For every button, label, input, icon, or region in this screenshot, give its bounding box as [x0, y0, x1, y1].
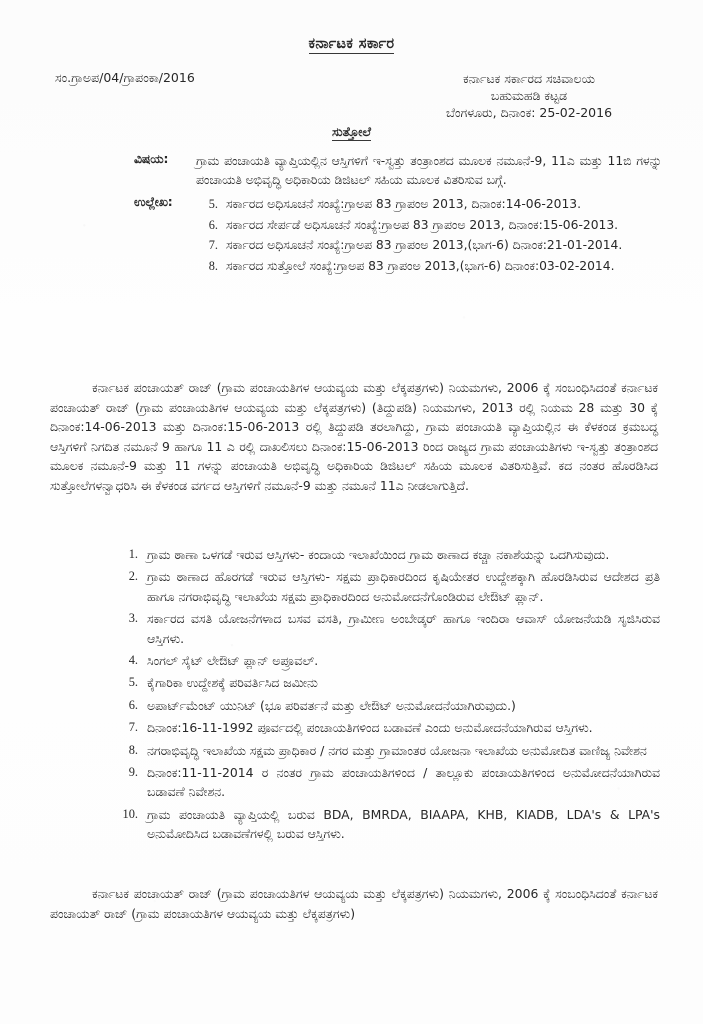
asset-item-number: 10. [122, 806, 138, 821]
reference-list [196, 195, 662, 275]
list-item [196, 236, 662, 255]
asset-item-text: ದಿನಾಂಕ:16-11-1992 ಪೂರ್ವದಲ್ಲಿ ಪಂಚಾಯತಿಗಳಿಂದ ಬಡಾವಣೆ ಎಂದು ಅನುಮೋದನೆಯಾಗಿರುವ ಆಸ್ತಿಗಳು. [147, 720, 593, 736]
list-item [108, 673, 660, 692]
asset-item-number: 6. [128, 697, 138, 712]
asset-item-text: ಸಿಂಗಲ್ ಸೈಟ್ ಲೇಔಟ್ ಪ್ಲಾನ್ ಅಪ್ರೂವಲ್. [147, 653, 319, 669]
asset-item-number: 5. [128, 675, 138, 690]
page-title-text: ಕರ್ನಾಟಕ ಸರ್ಕಾರ [308, 36, 395, 52]
asset-item-text: ಗ್ರಾಮ ಠಾಣಾ ಒಳಗಡೆ ಇರುವ ಆಸ್ತಿಗಳು- ಕಂದಾಯ ಇಲಾಖೆಯಿಂದ ಗ್ರಾಮ ಠಾಣಾದ ಕಚ್ಚಾ ನಕಾಶೆಯನ್ನು ಒದಗಿಸುವುದು. [147, 547, 610, 562]
reference-item-number: 7. [208, 238, 218, 252]
asset-item-number: 4. [128, 653, 138, 668]
list-item [108, 718, 660, 737]
reference-item-number: 5. [208, 197, 218, 211]
asset-item-number: 7. [128, 720, 138, 735]
closing-paragraph: ಕರ್ನಾಟಕ ಪಂಚಾಯತ್ ರಾಜ್ (ಗ್ರಾಮ ಪಂಚಾಯತಿಗಳ ಆಯವ್ಯಯ ಮತ್ತು ಲೆಕ್ಕಪತ್ರಗಳು) ನಿಯಮಗಳು, 2006 ಕ್ಕೆ ಸಂಬಂಧಿಸಿದಂತೆ ಕರ್ನಾಟಕ ಪಂಚಾಯತ್ ರಾಜ್ (ಗ್ರಾಮ ಪಂಚಾಯತಿಗಳ ಆಯವ್ಯಯ ಮತ್ತು ಲೆಕ್ಕಪತ್ರಗಳು) [50, 886, 658, 921]
asset-item-text: ನಗರಾಭಿವೃದ್ಧಿ ಇಲಾಖೆಯ ಸಕ್ಷಮ ಪ್ರಾಧಿಕಾರ / ನಗರ ಮತ್ತು ಗ್ರಾಮಾಂತರ ಯೋಜನಾ ಇಲಾಖೆಯ ಅನುಮೋದಿತ ವಾಣಿಜ್ಯ ನಿವೇಶನ [147, 742, 647, 758]
office-line-2: ಬಹುಮಹಡಿ ಕಟ್ಟಡ [490, 88, 568, 103]
reference-row [134, 195, 662, 277]
asset-item-text: ಸರ್ಕಾರದ ವಸತಿ ಯೋಜನೆಗಳಾದ ಬಸವ ವಸತಿ, ಗ್ರಾಮೀಣ ಅಂಬೇಡ್ಕರ್ ಹಾಗೂ ಇಂದಿರಾ ಆವಾಸ್ ಯೋಜನೆಯಡಿ ಸೃಜಿಸಿರುವ ಆಸ್ತಿಗಳು. [147, 611, 660, 646]
reference-label: ಉಲ್ಲೇಖ: [134, 195, 173, 209]
asset-item-text: ಅಪಾರ್ಟ್‌ಮೆಂಟ್ ಯುನಿಟ್ (ಭೂ ಪರಿವರ್ತನೆ ಮತ್ತು ಲೇಔಟ್ ಅನುಮೋದನೆಯಾಗಿರುವುದು.) [147, 697, 516, 713]
reference-item-text: ಸರ್ಕಾರದ ಅಧಿಸೂಚನೆ ಸಂಖ್ಯೆ:ಗ್ರಾಅಪ 83 ಗ್ರಾಪಂಅ 2013,(ಭಾಗ-6) ದಿನಾಂಕ:21-01-2014. [226, 238, 623, 252]
reference-item-number: 6. [208, 217, 218, 232]
asset-category-list [108, 545, 660, 847]
asset-item-number: 3. [128, 611, 138, 626]
list-item [108, 651, 660, 670]
subject-reference-section [134, 152, 662, 283]
list-item [108, 805, 660, 844]
page-title [0, 36, 703, 52]
office-line-3-date: ಬೆಂಗಳೂರು, ದಿನಾಂಕ: 25-02-2016 [445, 105, 613, 120]
asset-item-number: 9. [128, 765, 138, 780]
asset-item-number: 1. [128, 547, 138, 561]
list-item [196, 257, 662, 276]
office-line-1: ಕರ್ನಾಟಕ ಸರ್ಕಾರದ ಸಚಿವಾಲಯ [463, 71, 595, 86]
asset-item-text: ಗ್ರಾಮ ಠಾಣಾದ ಹೊರಗಡೆ ಇರುವ ಆಸ್ತಿಗಳು- ಸಕ್ಷಮ ಪ್ರಾಧಿಕಾರದಿಂದ ಕೃಷಿಯೇತರ ಉದ್ದೇಶಕ್ಕಾಗಿ ಹೊರಡಿಸಿರುವ ಆದೇಶದ ಪ್ರತಿ ಹಾಗೂ ನಗರಾಭಿವೃದ್ಧಿ ಇಲಾಖೆಯ ಸಕ್ಷಮ ಪ್ರಾಧಿಕಾರದಿಂದ ಅನುಮೋದನೆಗೊಂಡಿರುವ ಲೇಔಟ್ ಪ್ಲಾನ್. [147, 569, 660, 604]
circular-heading [0, 124, 703, 140]
subject-text: ಗ್ರಾಮ ಪಂಚಾಯತಿ ವ್ಯಾಪ್ತಿಯಲ್ಲಿನ ಆಸ್ತಿಗಳಿಗೆ ಇ-ಸ್ವತ್ತು ತಂತ್ರಾಂಶದ ಮೂಲಕ ನಮೂನೆ-9, 11ಎ ಮತ್ತು 11ಬಿ ಗಳನ್ನು ಪಂಚಾಯತಿ ಅಭಿವೃದ್ಧಿ ಅಧಿಕಾರಿಯ ಡಿಜಿಟಲ್ ಸಹಿಯ ಮೂಲಕ ವಿತರಿಸುವ ಬಗ್ಗೆ. [196, 154, 662, 187]
intro-paragraph: ಕರ್ನಾಟಕ ಪಂಚಾಯತ್ ರಾಜ್ (ಗ್ರಾಮ ಪಂಚಾಯತಿಗಳ ಆಯವ್ಯಯ ಮತ್ತು ಲೆಕ್ಕಪತ್ರಗಳು) ನಿಯಮಗಳು, 2006 ಕ್ಕೆ ಸಂಬಂಧಿಸಿದಂತೆ ಕರ್ನಾಟಕ ಪಂಚಾಯತ್ ರಾಜ್ (ಗ್ರಾಮ ಪಂಚಾಯತಿಗಳ ಆಯವ್ಯಯ ಮತ್ತು ಲೆಕ್ಕಪತ್ರಗಳು) (ತಿದ್ದುಪಡಿ) ನಿಯಮಗಳು, 2013 ರಲ್ಲಿ ನಿಯಮ 28 ಮತ್ತು 30 ಕ್ಕೆ ದಿನಾಂಕ:14-06-2013 ಮತ್ತು ದಿನಾಂಕ:15-06-2013 ರಲ್ಲಿ ತಿದ್ದುಪಡಿ ತರಲಾಗಿದ್ದು, ಗ್ರಾಮ ಪಂಚಾಯತಿ ವ್ಯಾಪ್ತಿಯಲ್ಲಿನ ಈ ಕೆಳಕಂಡ ಕ್ರಮಬದ್ಧ ಆಸ್ತಿಗಳಿಗೆ ನಿಗದಿತ ನಮೂನೆ 9 ಹಾಗೂ 11 ಎ ರಲ್ಲಿ ದಾಖಲಿಸಲು ದಿನಾಂಕ:15-06-2013 ರಿಂದ ರಾಜ್ಯದ ಗ್ರಾಮ ಪಂಚಾಯತಿಗಳು ಇ-ಸ್ವತ್ತು ತಂತ್ರಾಂಶದ ಮೂಲಕ ನಮೂನೆ-9 ಮತ್ತು 11 ಗಳನ್ನು ಪಂಚಾಯತಿ ಅಭಿವೃದ್ಧಿ ಅಧಿಕಾರಿಯ ಡಿಜಿಟಲ್ ಸಹಿಯ ಮೂಲಕ ವಿತರಿಸುತ್ತಿವೆ. ಕದ ನಂತರ ಹೊರಡಿಸಿದ ಸುತ್ತೋಲೆಗಳನ್ವಾಧರಿಸಿ ಈ ಕೆಳಕಂಡ ವರ್ಗದ ಆಸ್ತಿಗಳಿಗೆ ನಮೂನೆ-9 ಮತ್ತು ನಮೂನೆ 11ಎ ನೀಡಲಾಗುತ್ತಿದೆ. [50, 380, 658, 493]
asset-item-text: ಕೈಗಾರಿಕಾ ಉದ್ದೇಶಕ್ಕೆ ಪರಿವರ್ತಿಸಿದ ಜಮೀನು [147, 675, 318, 691]
asset-item-number: 2. [128, 569, 138, 584]
subject-row [134, 152, 662, 189]
asset-item-number: 8. [128, 742, 138, 757]
reference-item-text: ಸರ್ಕಾರದ ಸೇರ್ಪಡೆ ಅಧಿಸೂಚನೆ ಸಂಖ್ಯೆ:ಗ್ರಾಅಪ 83 ಗ್ರಾಪಂಅ 2013, ದಿನಾಂಕ:15-06-2013. [226, 217, 619, 232]
list-item [108, 609, 660, 648]
circular-heading-text: ಸುತ್ತೋಲೆ [332, 124, 371, 139]
subject-label: ವಿಷಯ: [134, 152, 169, 166]
asset-item-text: ಗ್ರಾಮ ಪಂಚಾಯತಿ ವ್ಯಾಪ್ತಿಯಲ್ಲಿ ಬರುವ BDA, BMRDA, BIAAPA, KHB, KIADB, LDA's & LPA's ಅನುಮೋದಿಸಿದ ಬಡಾವಣೆಗಳಲ್ಲಿ ಬರುವ ಆಸ್ತಿಗಳು. [147, 806, 660, 842]
list-item [108, 545, 660, 564]
list-item [108, 696, 660, 715]
reference-item-number: 8. [208, 258, 218, 273]
reference-item-text: ಸರ್ಕಾರದ ಸುತ್ತೋಲೆ ಸಂಖ್ಯೆ:ಗ್ರಾಅಪ 83 ಗ್ರಾಪಂಅ 2013,(ಭಾಗ-6) ದಿನಾಂಕ:03-02-2014. [226, 258, 615, 273]
list-item [196, 216, 662, 235]
reference-item-text: ಸರ್ಕಾರದ ಅಧಿಸೂಚನೆ ಸಂಖ್ಯೆ:ಗ್ರಾಅಪ 83 ಗ್ರಾಪಂಅ 2013, ದಿನಾಂಕ:14-06-2013. [226, 197, 582, 211]
list-item [108, 567, 660, 606]
asset-item-text: ದಿನಾಂಕ:11-11-2014 ರ ನಂತರ ಗ್ರಾಮ ಪಂಚಾಯತಿಗಳಿಂದ / ತಾಲ್ಲೂಕು ಪಂಚಾಯತಿಗಳಿಂದ ಅನುಮೋದನೆಯಾಗಿರುವ ಬಡಾವಣೆ ನಿವೇಶನ. [147, 765, 660, 800]
list-item [108, 741, 660, 760]
reference-list-wrap [196, 195, 662, 277]
reference-number: ಸಂ.ಗ್ರಾಅಪ/04/ಗ್ರಾಪಂಕಾ/2016 [55, 70, 195, 85]
list-item [196, 195, 662, 214]
office-address-block [398, 70, 660, 121]
list-item [108, 763, 660, 802]
